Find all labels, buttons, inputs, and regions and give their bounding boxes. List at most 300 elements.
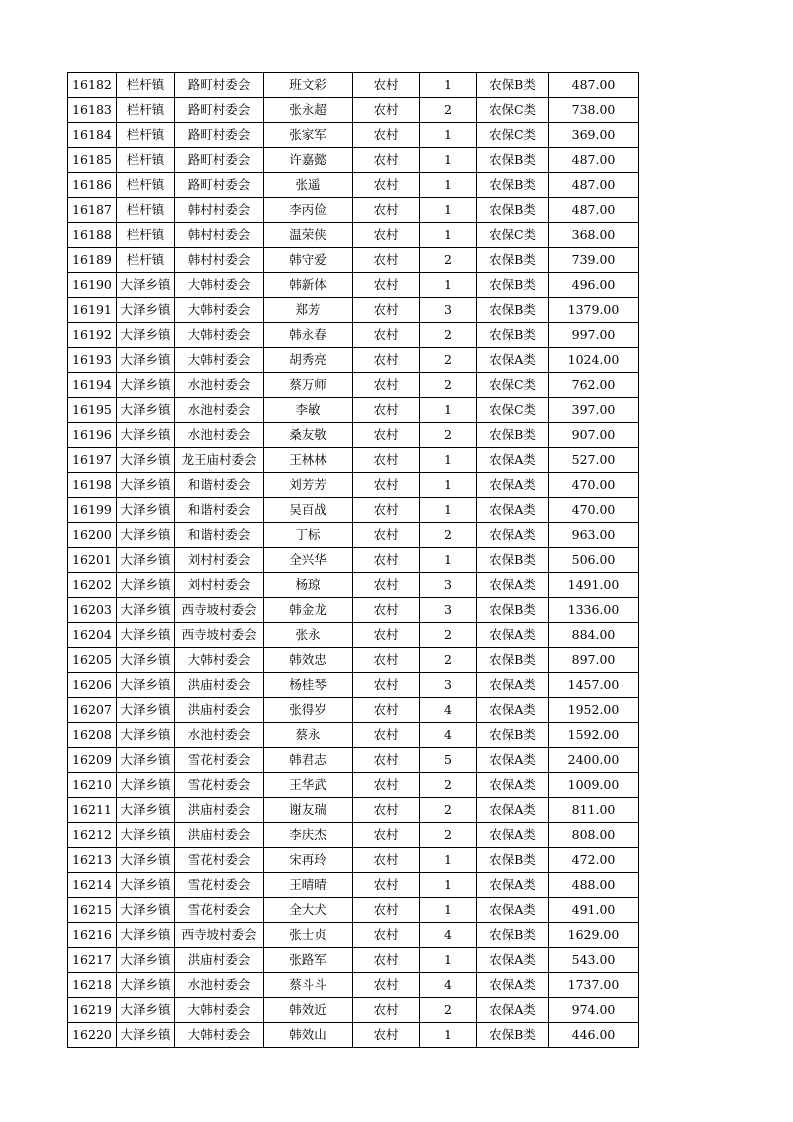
cell-record-id: 16183 (68, 98, 117, 123)
cell-village-committee: 路町村委会 (175, 73, 264, 98)
cell-household-count: 1 (420, 1023, 477, 1048)
cell-town: 栏杆镇 (117, 123, 175, 148)
cell-amount: 491.00 (549, 898, 639, 923)
cell-insurance-category: 农保B类 (477, 423, 549, 448)
cell-record-id: 16187 (68, 198, 117, 223)
table-row (68, 673, 639, 698)
cell-insurance-category: 农保A类 (477, 773, 549, 798)
table-row (68, 723, 639, 748)
cell-record-id: 16194 (68, 373, 117, 398)
cell-village-committee: 大韩村委会 (175, 648, 264, 673)
cell-village-committee: 路町村委会 (175, 148, 264, 173)
cell-person-name: 宋再玲 (264, 848, 353, 873)
cell-village-committee: 和谐村委会 (175, 498, 264, 523)
cell-household-count: 1 (420, 148, 477, 173)
cell-town: 栏杆镇 (117, 223, 175, 248)
cell-household-count: 1 (420, 73, 477, 98)
cell-village-committee: 洪庙村委会 (175, 673, 264, 698)
cell-insurance-category: 农保A类 (477, 348, 549, 373)
cell-person-name: 韩效忠 (264, 648, 353, 673)
cell-amount: 963.00 (549, 523, 639, 548)
cell-record-id: 16198 (68, 473, 117, 498)
cell-town: 大泽乡镇 (117, 823, 175, 848)
cell-area-type: 农村 (353, 798, 420, 823)
cell-amount: 1336.00 (549, 598, 639, 623)
cell-town: 大泽乡镇 (117, 423, 175, 448)
cell-village-committee: 雪花村委会 (175, 748, 264, 773)
cell-record-id: 16195 (68, 398, 117, 423)
table-row (68, 898, 639, 923)
cell-area-type: 农村 (353, 923, 420, 948)
cell-area-type: 农村 (353, 448, 420, 473)
cell-household-count: 1 (420, 198, 477, 223)
cell-record-id: 16207 (68, 698, 117, 723)
cell-village-committee: 韩村村委会 (175, 198, 264, 223)
cell-household-count: 2 (420, 523, 477, 548)
cell-amount: 472.00 (549, 848, 639, 873)
cell-record-id: 16199 (68, 498, 117, 523)
cell-insurance-category: 农保A类 (477, 973, 549, 998)
cell-village-committee: 韩村村委会 (175, 223, 264, 248)
cell-person-name: 丁标 (264, 523, 353, 548)
cell-amount: 506.00 (549, 548, 639, 573)
cell-insurance-category: 农保A类 (477, 523, 549, 548)
cell-person-name: 蔡斗斗 (264, 973, 353, 998)
cell-amount: 487.00 (549, 198, 639, 223)
cell-town: 大泽乡镇 (117, 348, 175, 373)
cell-village-committee: 西寺坡村委会 (175, 598, 264, 623)
cell-record-id: 16206 (68, 673, 117, 698)
cell-record-id: 16205 (68, 648, 117, 673)
cell-amount: 488.00 (549, 873, 639, 898)
table-row (68, 873, 639, 898)
cell-amount: 470.00 (549, 473, 639, 498)
cell-amount: 1629.00 (549, 923, 639, 948)
cell-village-committee: 西寺坡村委会 (175, 923, 264, 948)
cell-area-type: 农村 (353, 198, 420, 223)
cell-household-count: 1 (420, 273, 477, 298)
cell-village-committee: 路町村委会 (175, 98, 264, 123)
cell-person-name: 吴百战 (264, 498, 353, 523)
table-row (68, 973, 639, 998)
cell-insurance-category: 农保B类 (477, 723, 549, 748)
cell-person-name: 韩君志 (264, 748, 353, 773)
cell-town: 大泽乡镇 (117, 598, 175, 623)
table-row (68, 98, 639, 123)
cell-area-type: 农村 (353, 648, 420, 673)
cell-amount: 897.00 (549, 648, 639, 673)
cell-person-name: 张家军 (264, 123, 353, 148)
cell-household-count: 3 (420, 573, 477, 598)
cell-household-count: 4 (420, 973, 477, 998)
cell-area-type: 农村 (353, 73, 420, 98)
cell-area-type: 农村 (353, 473, 420, 498)
cell-record-id: 16216 (68, 923, 117, 948)
table-row (68, 298, 639, 323)
cell-household-count: 3 (420, 298, 477, 323)
cell-area-type: 农村 (353, 1023, 420, 1048)
cell-household-count: 3 (420, 598, 477, 623)
cell-town: 大泽乡镇 (117, 923, 175, 948)
cell-household-count: 4 (420, 723, 477, 748)
cell-area-type: 农村 (353, 398, 420, 423)
cell-insurance-category: 农保B类 (477, 648, 549, 673)
cell-record-id: 16219 (68, 998, 117, 1023)
cell-amount: 368.00 (549, 223, 639, 248)
cell-village-committee: 路町村委会 (175, 123, 264, 148)
cell-village-committee: 雪花村委会 (175, 873, 264, 898)
cell-town: 栏杆镇 (117, 198, 175, 223)
cell-household-count: 3 (420, 673, 477, 698)
cell-village-committee: 洪庙村委会 (175, 798, 264, 823)
cell-record-id: 16204 (68, 623, 117, 648)
cell-insurance-category: 农保C类 (477, 98, 549, 123)
table-row (68, 773, 639, 798)
table-row (68, 73, 639, 98)
cell-town: 栏杆镇 (117, 248, 175, 273)
cell-town: 大泽乡镇 (117, 298, 175, 323)
cell-person-name: 韩效近 (264, 998, 353, 1023)
cell-household-count: 2 (420, 248, 477, 273)
cell-person-name: 王华武 (264, 773, 353, 798)
cell-area-type: 农村 (353, 723, 420, 748)
cell-person-name: 张遥 (264, 173, 353, 198)
cell-amount: 397.00 (549, 398, 639, 423)
table-row (68, 448, 639, 473)
table-row (68, 498, 639, 523)
cell-person-name: 张永 (264, 623, 353, 648)
cell-record-id: 16213 (68, 848, 117, 873)
cell-household-count: 2 (420, 823, 477, 848)
cell-record-id: 16218 (68, 973, 117, 998)
table-row (68, 923, 639, 948)
cell-amount: 739.00 (549, 248, 639, 273)
cell-household-count: 2 (420, 773, 477, 798)
cell-amount: 470.00 (549, 498, 639, 523)
cell-record-id: 16209 (68, 748, 117, 773)
cell-town: 大泽乡镇 (117, 323, 175, 348)
cell-insurance-category: 农保A类 (477, 673, 549, 698)
cell-town: 大泽乡镇 (117, 973, 175, 998)
cell-amount: 997.00 (549, 323, 639, 348)
table-row (68, 823, 639, 848)
cell-person-name: 王林林 (264, 448, 353, 473)
cell-town: 大泽乡镇 (117, 573, 175, 598)
cell-amount: 762.00 (549, 373, 639, 398)
cell-village-committee: 洪庙村委会 (175, 948, 264, 973)
cell-person-name: 蔡永 (264, 723, 353, 748)
cell-person-name: 韩金龙 (264, 598, 353, 623)
cell-insurance-category: 农保A类 (477, 823, 549, 848)
cell-record-id: 16217 (68, 948, 117, 973)
cell-town: 大泽乡镇 (117, 673, 175, 698)
cell-amount: 1491.00 (549, 573, 639, 598)
cell-record-id: 16192 (68, 323, 117, 348)
cell-area-type: 农村 (353, 548, 420, 573)
cell-town: 大泽乡镇 (117, 723, 175, 748)
cell-amount: 1379.00 (549, 298, 639, 323)
cell-town: 大泽乡镇 (117, 273, 175, 298)
cell-person-name: 全大犬 (264, 898, 353, 923)
cell-village-committee: 洪庙村委会 (175, 823, 264, 848)
cell-record-id: 16214 (68, 873, 117, 898)
cell-village-committee: 水池村委会 (175, 723, 264, 748)
table-row (68, 323, 639, 348)
cell-village-committee: 水池村委会 (175, 398, 264, 423)
cell-area-type: 农村 (353, 273, 420, 298)
cell-person-name: 谢友瑞 (264, 798, 353, 823)
table-row (68, 1023, 639, 1048)
cell-household-count: 1 (420, 448, 477, 473)
records-table (67, 72, 639, 1048)
cell-town: 栏杆镇 (117, 148, 175, 173)
cell-amount: 2400.00 (549, 748, 639, 773)
table-row (68, 748, 639, 773)
table-row (68, 273, 639, 298)
cell-area-type: 农村 (353, 873, 420, 898)
cell-household-count: 5 (420, 748, 477, 773)
cell-area-type: 农村 (353, 698, 420, 723)
cell-person-name: 蔡万师 (264, 373, 353, 398)
cell-amount: 1952.00 (549, 698, 639, 723)
cell-household-count: 1 (420, 173, 477, 198)
cell-person-name: 刘芳芳 (264, 473, 353, 498)
cell-town: 大泽乡镇 (117, 548, 175, 573)
cell-household-count: 1 (420, 873, 477, 898)
cell-person-name: 李敏 (264, 398, 353, 423)
cell-person-name: 李丙俭 (264, 198, 353, 223)
cell-village-committee: 雪花村委会 (175, 898, 264, 923)
cell-town: 大泽乡镇 (117, 773, 175, 798)
table-row (68, 223, 639, 248)
cell-record-id: 16202 (68, 573, 117, 598)
records-table-body (68, 73, 639, 1048)
cell-record-id: 16215 (68, 898, 117, 923)
cell-amount: 808.00 (549, 823, 639, 848)
table-row (68, 423, 639, 448)
cell-area-type: 农村 (353, 248, 420, 273)
cell-person-name: 张路军 (264, 948, 353, 973)
cell-village-committee: 韩村村委会 (175, 248, 264, 273)
cell-insurance-category: 农保A类 (477, 698, 549, 723)
cell-area-type: 农村 (353, 173, 420, 198)
cell-person-name: 杨琼 (264, 573, 353, 598)
cell-person-name: 班文彩 (264, 73, 353, 98)
cell-town: 大泽乡镇 (117, 748, 175, 773)
table-row (68, 523, 639, 548)
table-row (68, 698, 639, 723)
cell-insurance-category: 农保B类 (477, 248, 549, 273)
cell-village-committee: 大韩村委会 (175, 348, 264, 373)
cell-person-name: 杨桂琴 (264, 673, 353, 698)
cell-household-count: 2 (420, 798, 477, 823)
cell-area-type: 农村 (353, 598, 420, 623)
cell-village-committee: 大韩村委会 (175, 298, 264, 323)
cell-record-id: 16196 (68, 423, 117, 448)
table-row (68, 398, 639, 423)
cell-record-id: 16201 (68, 548, 117, 573)
cell-household-count: 4 (420, 698, 477, 723)
cell-household-count: 4 (420, 923, 477, 948)
cell-person-name: 张士贞 (264, 923, 353, 948)
cell-household-count: 1 (420, 498, 477, 523)
cell-area-type: 农村 (353, 773, 420, 798)
cell-area-type: 农村 (353, 523, 420, 548)
cell-amount: 907.00 (549, 423, 639, 448)
cell-amount: 496.00 (549, 273, 639, 298)
cell-area-type: 农村 (353, 848, 420, 873)
cell-amount: 487.00 (549, 173, 639, 198)
cell-amount: 1457.00 (549, 673, 639, 698)
cell-record-id: 16186 (68, 173, 117, 198)
cell-record-id: 16208 (68, 723, 117, 748)
cell-area-type: 农村 (353, 373, 420, 398)
cell-insurance-category: 农保B类 (477, 173, 549, 198)
cell-village-committee: 龙王庙村委会 (175, 448, 264, 473)
cell-household-count: 2 (420, 98, 477, 123)
cell-area-type: 农村 (353, 898, 420, 923)
cell-village-committee: 大韩村委会 (175, 1023, 264, 1048)
cell-village-committee: 刘村村委会 (175, 548, 264, 573)
table-row (68, 148, 639, 173)
cell-person-name: 郑芳 (264, 298, 353, 323)
cell-person-name: 韩效山 (264, 1023, 353, 1048)
cell-town: 大泽乡镇 (117, 448, 175, 473)
cell-amount: 974.00 (549, 998, 639, 1023)
table-row (68, 248, 639, 273)
cell-area-type: 农村 (353, 98, 420, 123)
cell-insurance-category: 农保A类 (477, 573, 549, 598)
cell-area-type: 农村 (353, 823, 420, 848)
cell-insurance-category: 农保B类 (477, 323, 549, 348)
cell-town: 大泽乡镇 (117, 873, 175, 898)
table-row (68, 123, 639, 148)
cell-village-committee: 水池村委会 (175, 423, 264, 448)
cell-insurance-category: 农保B类 (477, 923, 549, 948)
cell-village-committee: 雪花村委会 (175, 773, 264, 798)
cell-area-type: 农村 (353, 998, 420, 1023)
cell-town: 大泽乡镇 (117, 498, 175, 523)
cell-area-type: 农村 (353, 298, 420, 323)
cell-amount: 487.00 (549, 148, 639, 173)
cell-record-id: 16191 (68, 298, 117, 323)
cell-town: 大泽乡镇 (117, 848, 175, 873)
cell-insurance-category: 农保A类 (477, 898, 549, 923)
cell-household-count: 2 (420, 623, 477, 648)
cell-record-id: 16212 (68, 823, 117, 848)
cell-amount: 543.00 (549, 948, 639, 973)
cell-record-id: 16190 (68, 273, 117, 298)
cell-town: 大泽乡镇 (117, 998, 175, 1023)
cell-person-name: 张得岁 (264, 698, 353, 723)
cell-town: 大泽乡镇 (117, 698, 175, 723)
cell-insurance-category: 农保B类 (477, 1023, 549, 1048)
cell-record-id: 16188 (68, 223, 117, 248)
cell-town: 大泽乡镇 (117, 648, 175, 673)
cell-person-name: 王晴晴 (264, 873, 353, 898)
cell-household-count: 1 (420, 473, 477, 498)
table-row (68, 598, 639, 623)
cell-person-name: 全兴华 (264, 548, 353, 573)
cell-person-name: 温荣侠 (264, 223, 353, 248)
cell-area-type: 农村 (353, 123, 420, 148)
cell-household-count: 1 (420, 398, 477, 423)
cell-town: 大泽乡镇 (117, 398, 175, 423)
cell-amount: 487.00 (549, 73, 639, 98)
cell-person-name: 韩永春 (264, 323, 353, 348)
cell-insurance-category: 农保A类 (477, 748, 549, 773)
cell-person-name: 桑友敬 (264, 423, 353, 448)
cell-record-id: 16220 (68, 1023, 117, 1048)
cell-area-type: 农村 (353, 948, 420, 973)
cell-household-count: 1 (420, 898, 477, 923)
table-row (68, 473, 639, 498)
cell-insurance-category: 农保A类 (477, 498, 549, 523)
cell-village-committee: 水池村委会 (175, 973, 264, 998)
cell-village-committee: 大韩村委会 (175, 998, 264, 1023)
cell-insurance-category: 农保B类 (477, 548, 549, 573)
cell-amount: 1009.00 (549, 773, 639, 798)
cell-household-count: 1 (420, 948, 477, 973)
cell-insurance-category: 农保B类 (477, 298, 549, 323)
cell-town: 大泽乡镇 (117, 948, 175, 973)
cell-household-count: 2 (420, 323, 477, 348)
cell-amount: 446.00 (549, 1023, 639, 1048)
cell-town: 栏杆镇 (117, 98, 175, 123)
table-row (68, 848, 639, 873)
cell-record-id: 16200 (68, 523, 117, 548)
cell-village-committee: 路町村委会 (175, 173, 264, 198)
cell-area-type: 农村 (353, 348, 420, 373)
cell-town: 大泽乡镇 (117, 473, 175, 498)
table-row (68, 373, 639, 398)
cell-household-count: 2 (420, 348, 477, 373)
cell-amount: 738.00 (549, 98, 639, 123)
cell-area-type: 农村 (353, 148, 420, 173)
cell-household-count: 1 (420, 223, 477, 248)
cell-area-type: 农村 (353, 623, 420, 648)
cell-town: 大泽乡镇 (117, 623, 175, 648)
cell-village-committee: 大韩村委会 (175, 273, 264, 298)
cell-insurance-category: 农保B类 (477, 198, 549, 223)
cell-person-name: 韩守爱 (264, 248, 353, 273)
table-row (68, 173, 639, 198)
cell-record-id: 16185 (68, 148, 117, 173)
cell-household-count: 2 (420, 648, 477, 673)
cell-person-name: 胡秀亮 (264, 348, 353, 373)
cell-amount: 811.00 (549, 798, 639, 823)
cell-insurance-category: 农保B类 (477, 598, 549, 623)
cell-town: 大泽乡镇 (117, 898, 175, 923)
cell-area-type: 农村 (353, 673, 420, 698)
cell-insurance-category: 农保B类 (477, 73, 549, 98)
cell-amount: 1592.00 (549, 723, 639, 748)
cell-village-committee: 雪花村委会 (175, 848, 264, 873)
cell-person-name: 李庆杰 (264, 823, 353, 848)
cell-person-name: 张永超 (264, 98, 353, 123)
cell-person-name: 韩新体 (264, 273, 353, 298)
cell-town: 栏杆镇 (117, 73, 175, 98)
cell-village-committee: 和谐村委会 (175, 523, 264, 548)
cell-insurance-category: 农保C类 (477, 373, 549, 398)
cell-amount: 527.00 (549, 448, 639, 473)
cell-household-count: 2 (420, 998, 477, 1023)
table-row (68, 548, 639, 573)
cell-person-name: 许嘉懿 (264, 148, 353, 173)
cell-insurance-category: 农保A类 (477, 798, 549, 823)
table-row (68, 948, 639, 973)
cell-record-id: 16210 (68, 773, 117, 798)
